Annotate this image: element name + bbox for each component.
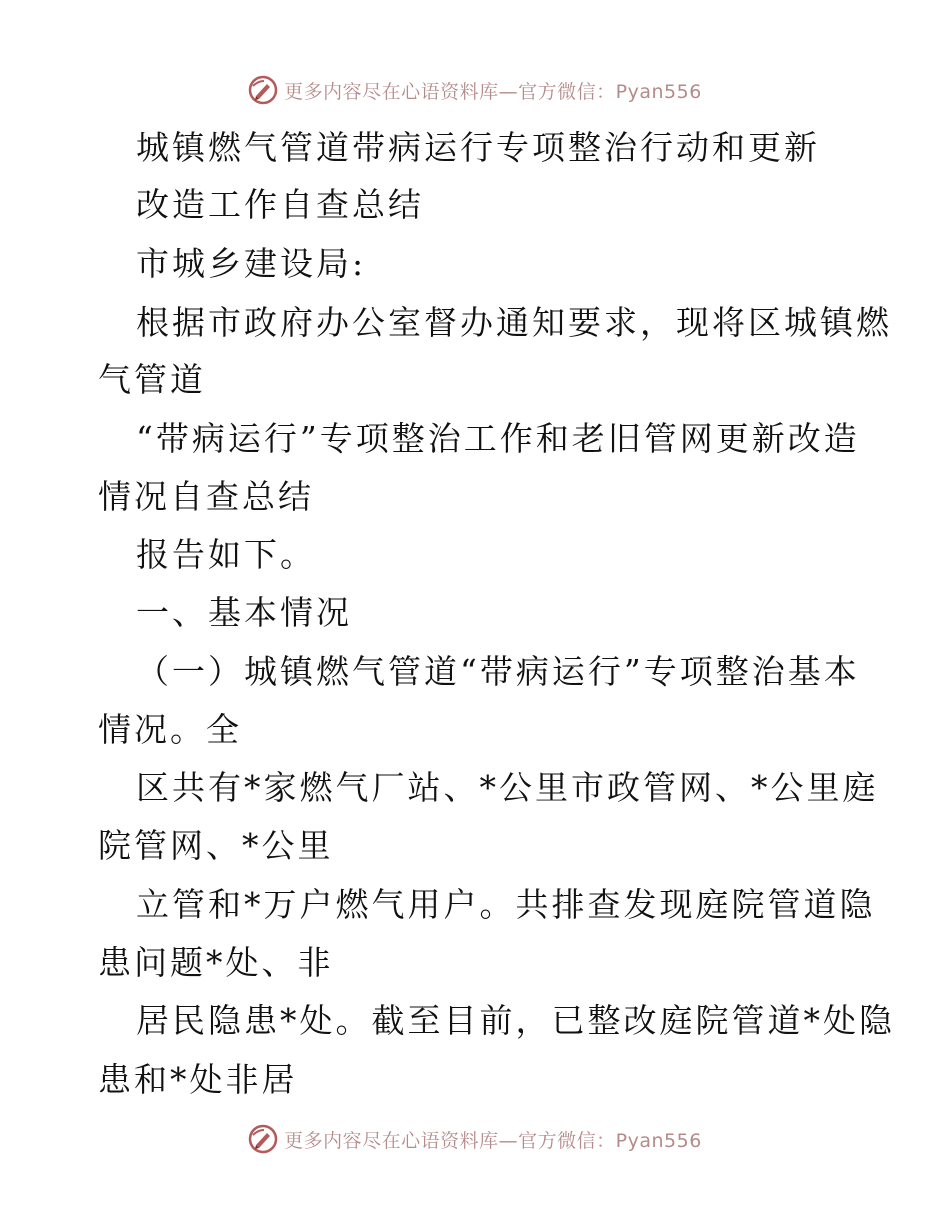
paragraph-line: 居民隐患*处。截至目前，已整改庭院管道*处隐 xyxy=(136,1001,895,1040)
paragraph-line: 气管道 xyxy=(98,360,206,399)
watermark-text: 更多内容尽在心语资料库—官方微信：Pyan556 xyxy=(284,80,702,103)
paragraph-line: 情况。全 xyxy=(98,710,242,749)
footer-watermark xyxy=(0,1121,950,1157)
header-watermark xyxy=(0,72,950,108)
document-pen-logo-icon xyxy=(248,1124,278,1154)
paragraph-line: 院管网、*公里 xyxy=(98,826,334,865)
document-pen-logo-icon xyxy=(248,75,278,105)
recipient-line: 市城乡建设局: xyxy=(136,244,367,283)
paragraph-line: “带病运行”专项整治工作和老旧管网更新改造 xyxy=(136,419,860,458)
paragraph-line: 区共有*家燃气厂站、*公里市政管网、*公里庭 xyxy=(136,768,879,807)
paragraph-line: 报告如下。 xyxy=(136,535,316,574)
document-title-line-2: 改造工作自查总结 xyxy=(136,185,424,224)
paragraph-line: 患和*处非居 xyxy=(98,1060,298,1099)
section-heading: 一、基本情况 xyxy=(136,593,352,632)
paragraph-line: 情况自查总结 xyxy=(98,477,314,516)
watermark-text: 更多内容尽在心语资料库—官方微信：Pyan556 xyxy=(284,1129,702,1152)
paragraph-line: 患问题*处、非 xyxy=(98,943,334,982)
document-title-line-1: 城镇燃气管道带病运行专项整治行动和更新 xyxy=(136,128,820,167)
paragraph-line: 立管和*万户燃气用户。共排查发现庭院管道隐 xyxy=(136,885,876,924)
paragraph-line: 根据市政府办公室督办通知要求，现将区城镇燃 xyxy=(136,303,892,342)
subsection-heading: （一）城镇燃气管道“带病运行”专项整治基本 xyxy=(136,652,860,691)
